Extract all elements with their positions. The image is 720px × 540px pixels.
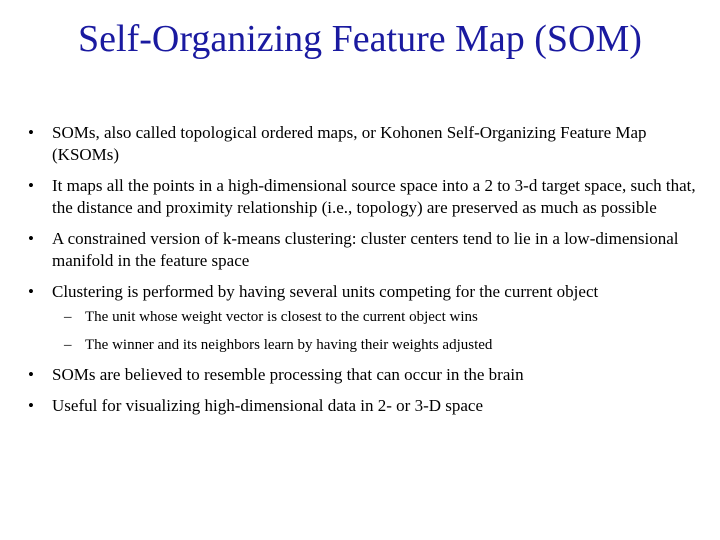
slide-title: Self-Organizing Feature Map (SOM) [78, 18, 642, 60]
bullet-item [28, 122, 698, 166]
bullet-item [28, 364, 698, 386]
sub-bullet-text: The unit whose weight vector is closest to the current object wins [85, 309, 478, 325]
bullet-text: It maps all the points in a high-dimensional source space into a 2 to 3-d target space, such that, the distance and proximity relationship (i.e., topology) are preserved as much as possible [52, 176, 696, 217]
bullet-item [28, 395, 698, 417]
bullet-text: SOMs, also called topological ordered maps, or Kohonen Self-Organizing Feature Map (KSOMs) [52, 123, 647, 164]
bullet-dot-icon: • [28, 176, 34, 195]
sub-bullet-item [52, 335, 698, 355]
bullet-dot-icon: • [28, 229, 34, 248]
bullet-dot-icon: • [28, 396, 34, 415]
sub-bullet-text: The winner and its neighbors learn by having their weights adjusted [85, 337, 493, 353]
bullet-item [28, 281, 698, 355]
dash-icon: – [64, 337, 72, 353]
bullet-item [28, 228, 698, 272]
sub-bullet-list [52, 307, 698, 355]
bullet-item [28, 175, 698, 219]
bullet-list [28, 122, 698, 426]
bullet-text: Useful for visualizing high-dimensional data in 2- or 3-D space [52, 396, 484, 415]
bullet-text: A constrained version of k-means clustering: cluster centers tend to lie in a low-dimensional manifold in the feature space [52, 229, 679, 270]
sub-bullet-item [52, 307, 698, 327]
bullet-dot-icon: • [28, 365, 34, 384]
bullet-text: SOMs are believed to resemble processing that can occur in the brain [52, 365, 524, 384]
bullet-dot-icon: • [28, 123, 34, 142]
bullet-dot-icon: • [28, 282, 34, 301]
bullet-text: Clustering is performed by having several units competing for the current object [52, 282, 599, 301]
dash-icon: – [64, 309, 72, 325]
